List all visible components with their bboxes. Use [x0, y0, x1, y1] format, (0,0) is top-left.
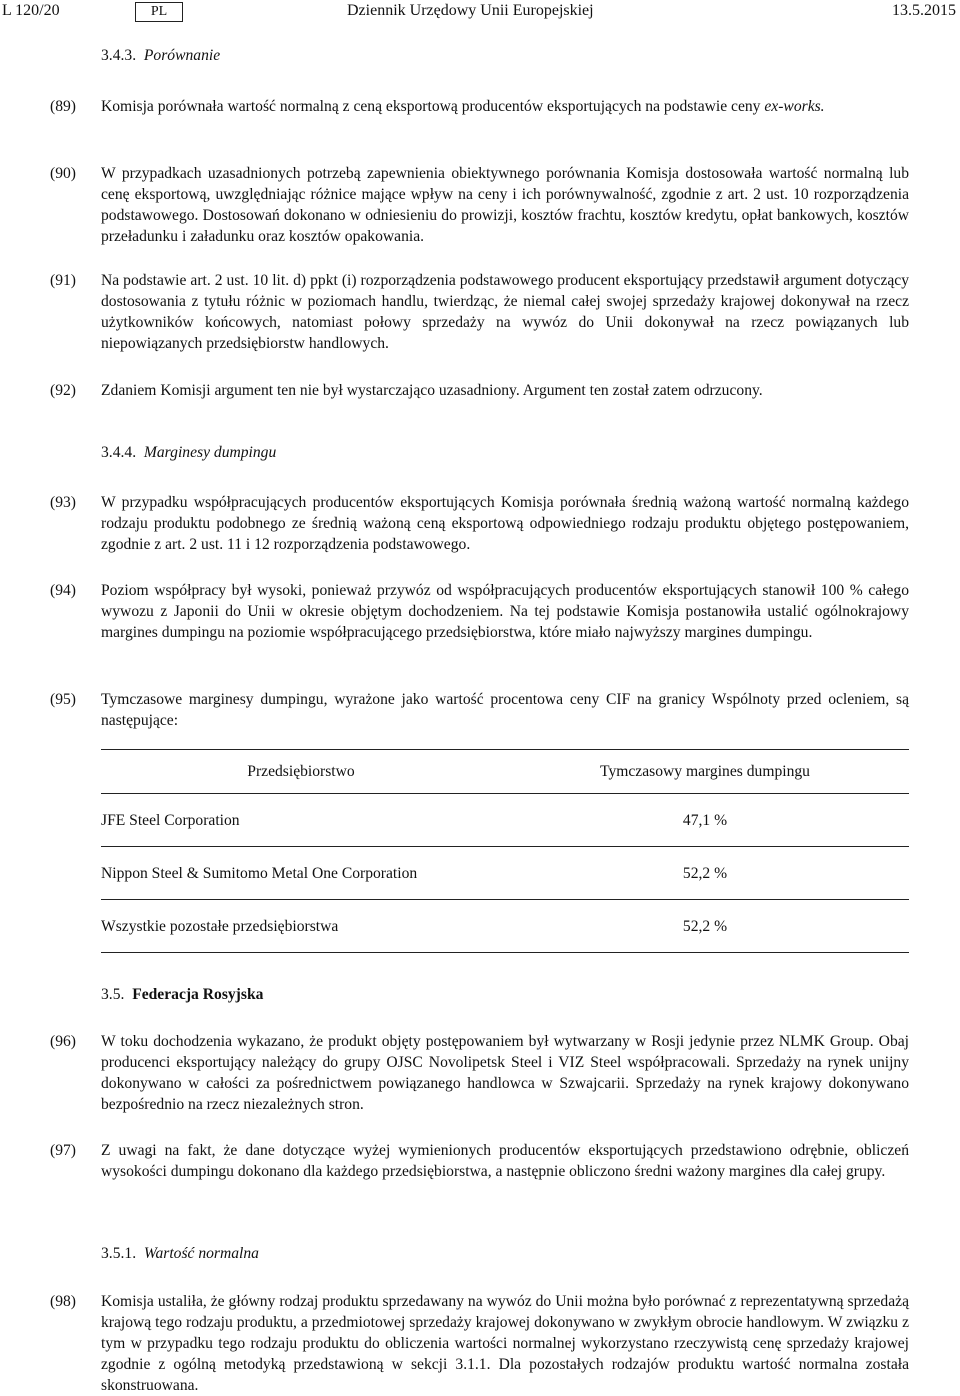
column-header-company: Przedsiębiorstwo: [101, 750, 501, 794]
section-number: 3.4.3.: [101, 47, 137, 64]
paragraph-text: Komisja ustaliła, że główny rodzaj produktu sprzedawany na wywóz do Unii można było porównać z reprezentatywną sprzedażą krajową tego rodzaju produktu, a przedmiotowej sprzedaży krajowej dokonywano w zwykłym obrocie handlowym. W związku z tym w przypadku tego rodzaju produktu do obliczenia wartości normalnej wykorzystano rzeczywistą cenę sprzedaży krajowej zgodnie z ogólną metodyką przedstawioną w sekcji 3.1.1. Dla pozostałych rodzajów produktu wartość normalna została skonstruowana.: [101, 1293, 909, 1394]
page-reference: L 120/20: [2, 2, 60, 19]
section-heading-3-4-3: [101, 45, 220, 66]
paragraph-number: (95): [50, 691, 76, 708]
company-cell: Nippon Steel & Sumitomo Metal One Corporation: [101, 847, 501, 900]
journal-header: [2, 0, 958, 22]
section-title: Porównanie: [143, 47, 221, 64]
section-heading-3-4-4: [101, 442, 276, 463]
section-heading-3-5-1: [101, 1243, 259, 1264]
paragraph-text: W toku dochodzenia wykazano, że produkt objęty postępowaniem był wytwarzany w Rosji jedynie przez NLMK Group. Obaj producenci eksportujący należący do grupy OJSC Novolipetsk Steel i VIZ Steel współpracowali. Sprzedaży na rynek unijny dokonywano w całości za pośrednictwem powiązanego handlowca w Szwajcarii. Sprzedaży na rynek krajowy dokonywano bezpośrednio na rzecz niezależnych stron.: [101, 1033, 909, 1113]
company-cell: JFE Steel Corporation: [101, 794, 501, 847]
section-number: 3.5.: [101, 986, 125, 1003]
paragraph-number: (90): [50, 165, 76, 182]
section-title: Marginesy dumpingu: [143, 444, 277, 461]
paragraph-number: (93): [50, 494, 76, 511]
section-number: 3.5.1.: [101, 1245, 137, 1262]
paragraph-text: Poziom współpracy był wysoki, ponieważ przywóz od współpracujących producentów eksportujących stanowił 100 % całego wywozu z Japonii do Unii w okresie objętym dochodzeniem. Na tej podstawie Komisja postanowiła ustalić ogólnokrajowy margines dumpingu na poziomie współpracującego przedsiębiorstwa, które miało najwyższy margines dumpingu.: [101, 582, 909, 641]
table-row: [101, 794, 909, 847]
section-heading-3-5: [101, 984, 263, 1005]
section-title: Wartość normalna: [143, 1245, 259, 1262]
paragraph-text: Zdaniem Komisji argument ten nie był wystarczająco uzasadniony. Argument ten został zatem odrzucony.: [101, 382, 763, 399]
paragraph-text: Tymczasowe marginesy dumpingu, wyrażone jako wartość procentowa ceny CIF na granicy Wspólnoty przed ocleniem, są następujące:: [101, 691, 909, 729]
table-row: [101, 847, 909, 900]
section-title: Federacja Rosyjska: [132, 986, 264, 1003]
paragraph-number: (97): [50, 1142, 76, 1159]
publication-date: 13.5.2015: [892, 2, 956, 19]
column-header-margin: Tymczasowy margines dumpingu: [501, 750, 909, 794]
language-badge: PL: [135, 2, 183, 22]
paragraph-number: (96): [50, 1033, 76, 1050]
paragraph-number: (98): [50, 1293, 76, 1310]
dumping-margin-table: [101, 749, 909, 953]
paragraph-text: Na podstawie art. 2 ust. 10 lit. d) ppkt (i) rozporządzenia podstawowego producent eksportujący przedstawił argument dotyczący dostosowania z tytułu różnic w poziomach handlu, twierdząc, że niemal całej swojej sprzedaży krajowej dokonywał na rzecz użytkowników końcowych, natomiast połowy sprzedaży na wywóz do Unii dokonywał na rzecz powiązanych lub niepowiązanych przedsiębiorstw handlowych.: [101, 272, 909, 352]
company-cell: Wszystkie pozostałe przedsiębiorstwa: [101, 900, 501, 953]
paragraph-text: W przypadku współpracujących producentów eksportujących Komisja porównała średnią ważoną wartość normalną każdego rodzaju produktu podobnego ze średnią ważoną ceną eksportową odpowiedniego rodzaju produktu objętego postępowaniem, zgodnie z art. 2 ust. 11 i 12 rozporządzenia podstawowego.: [101, 494, 909, 553]
paragraph-number: (89): [50, 98, 76, 115]
paragraph-text: W przypadkach uzasadnionych potrzebą zapewnienia obiektywnego porównania Komisja dostosowała wartość normalną lub cenę eksportową, uwzględniając różnice mające wpływ na ceny i ich porównywalność, zgodnie z art. 2 ust. 10 rozporządzenia podstawowego. Dostosowań dokonano w odniesieniu do prowizji, kosztów frachtu, kosztów kredytu, opłat bankowych, kosztów przeładunku i załadunku oraz kosztów opakowania.: [101, 165, 909, 245]
margin-cell: 52,2 %: [501, 847, 909, 900]
paragraph-number: (91): [50, 272, 76, 289]
journal-title: Dziennik Urzędowy Unii Europejskiej: [347, 2, 594, 19]
paragraph-text: Komisja porównała wartość normalną z ceną eksportową producentów eksportujących na podstawie ceny ex-works.: [101, 98, 825, 115]
margin-cell: 47,1 %: [501, 794, 909, 847]
table-row: [101, 900, 909, 953]
paragraph-text: Z uwagi na fakt, że dane dotyczące wyżej wymienionych producentów eksportujących przedstawiono odrębnie, obliczeń wysokości dumpingu dokonano dla każdego przedsiębiorstwa, a następnie obliczono średni ważony margines dla całej grupy.: [101, 1142, 909, 1180]
margin-cell: 52,2 %: [501, 900, 909, 953]
paragraph-number: (94): [50, 582, 76, 599]
paragraph-number: (92): [50, 382, 76, 399]
table-header-row: [101, 750, 909, 794]
section-number: 3.4.4.: [101, 444, 137, 461]
